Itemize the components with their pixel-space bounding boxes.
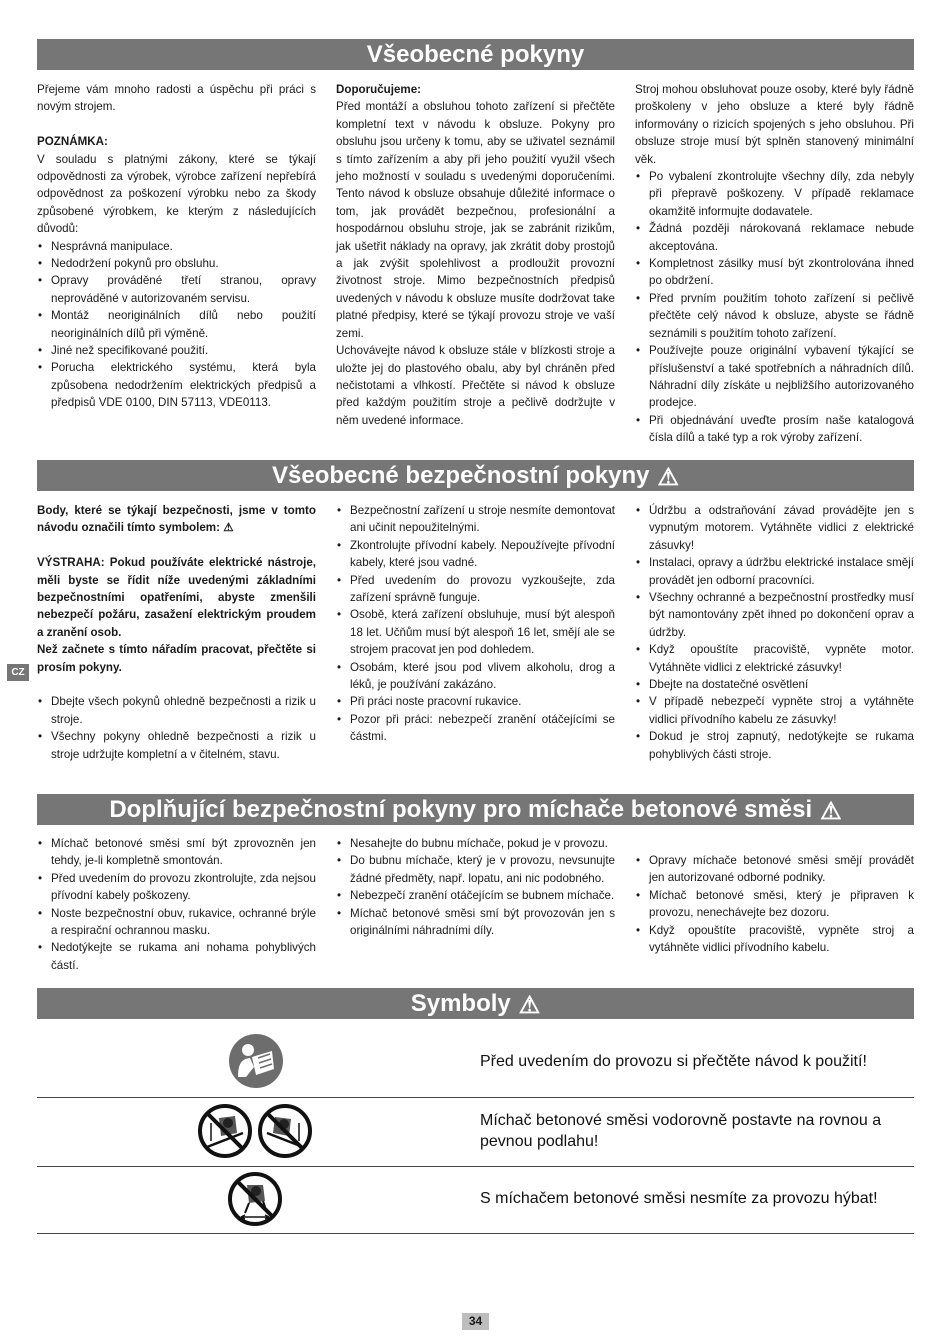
- list-item: • Všechny ochranné a bezpečnostní prostředky musí být namontovány zpět ihned po dokončení oprav a údržby.: [635, 589, 914, 641]
- recommend-heading: Doporučujeme:: [336, 83, 422, 96]
- list-item: • Před uvedením do provozu vyzkoušejte, zda zařízení správně funguje.: [336, 572, 615, 607]
- section-title-text: Doplňující bezpečnostní pokyny pro míchače betonové směsi: [109, 796, 813, 823]
- read-manual-icon: [228, 1033, 284, 1094]
- mixer-col1: [37, 835, 316, 974]
- list-item: • Nesprávná manipulace.: [37, 238, 316, 255]
- list-item: • Jiné než specifikované použití.: [37, 342, 316, 359]
- divider: [37, 1233, 914, 1234]
- language-tab: CZ: [7, 664, 29, 681]
- list-item: • Při objednávání uveďte prosím naše katalogová čísla dílů a také typ a rok výroby zařízení.: [635, 412, 914, 447]
- warning-icon: ⚠: [223, 521, 234, 535]
- list-item: • Osobě, která zařízení obsluhuje, musí být alespoň 18 let. Učňům musí být alespoň 16 let, smějí ale se strojem pracovat jen pod dohledem.: [336, 606, 615, 658]
- list-item: • Nedodržení pokynů pro obsluhu.: [37, 255, 316, 272]
- list-item: • Když opouštíte pracoviště, vypněte stroj a vytáhněte vidlici přívodního kabelu.: [635, 922, 914, 957]
- note-text: V souladu s platnými zákony, které se týkají odpovědnosti za výrobek, výrobce zařízení nepřebírá odpovědnost za poškození výrobku nebo za škody způsobené výrobkem, ke kterým z následujících důvodů:: [37, 152, 316, 236]
- general-list: [635, 168, 914, 447]
- general-col2: [336, 81, 615, 429]
- symbol-explanation-text: Body, které se týkají bezpečnosti, jsme v tomto návodu označili tímto symbolem:: [37, 504, 316, 535]
- section-title-text: Symboly: [410, 990, 511, 1017]
- symbol-explanation: [37, 502, 316, 537]
- symbol-text: Před uvedením do provozu si přečtěte návod k použití!: [480, 1053, 867, 1070]
- list-item: • Instalaci, opravy a údržbu elektrické instalace smějí provádět jen odborní pracovníci.: [635, 554, 914, 589]
- list-item: • Zkontrolujte přívodní kabely. Nepoužívejte přívodní kabely, které jsou vadné.: [336, 537, 615, 572]
- intro-text: Přejeme vám mnoho radosti a úspěchu při práci s novým strojem.: [37, 83, 316, 114]
- list-item: • Když opouštíte pracoviště, vypněte motor. Vytáhněte vidlici z elektrické zásuvky!: [635, 641, 914, 676]
- section-title-safety: [37, 460, 914, 491]
- mixer-col3: [635, 852, 914, 956]
- list-item: • Montáž neoriginálních dílů nebo použití neoriginálních dílů při výměně.: [37, 307, 316, 342]
- warning-icon: ⚠: [518, 992, 541, 1019]
- safety-col2: [336, 502, 615, 746]
- note-list: [37, 238, 316, 412]
- section-title-symbols: [37, 988, 914, 1019]
- divider: [37, 1097, 914, 1098]
- list-item: • Míchač betonové směsi, který je připraven k provozu, nenechávejte bez dozoru.: [635, 887, 914, 922]
- safety-col1: [37, 502, 316, 763]
- warning-text: VÝSTRAHA: Pokud používáte elektrické nástroje, měli byste se řídit níže uvedenými základními bezpečnostními opatřeními, abyste zmenšili nebezpečí požáru, zasažení elektrickým proudem a zranění osob.: [37, 556, 316, 639]
- divider: [37, 1166, 914, 1167]
- safety-list: [336, 502, 615, 746]
- list-item: • Porucha elektrického systému, která byla způsobena nedodržením elektrických předpisů a předpisů VDE 0100, DIN 57113, VDE0113.: [37, 359, 316, 411]
- list-item: • V případě nebezpečí vypněte stroj a vytáhněte vidlici přívodního kabelu ze zásuvky!: [635, 693, 914, 728]
- list-item: • Dbejte všech pokynů ohledně bezpečnosti a rizik u stroje.: [37, 693, 316, 728]
- general-col1: [37, 81, 316, 412]
- before-start-text: Než začnete s tímto nářadím pracovat, přečtěte si prosím pokyny.: [37, 643, 316, 674]
- list-item: • Žádná později nárokovaná reklamace nebude akceptována.: [635, 220, 914, 255]
- mixer-list: [37, 835, 316, 974]
- no-slope-icon: [257, 1103, 313, 1164]
- symbol-text: S míchačem betonové směsi nesmíte za provozu hýbat!: [480, 1190, 878, 1207]
- operator-text: Stroj mohou obsluhovat pouze osoby, které byly řádně proškoleny v jeho obsluze a které byly řádně informovány o rizicích spojených s jeho obsluhou. Při obsluze stroje musí být splněn stanovený minimální věk.: [635, 83, 914, 166]
- note-heading: POZNÁMKA:: [37, 135, 108, 149]
- list-item: • Bezpečnostní zařízení u stroje nesmíte demontovat ani učinit nepoužitelnými.: [336, 502, 615, 537]
- list-item: • Pozor při práci: nebezpečí zranění otáčejícími se částmi.: [336, 711, 615, 746]
- list-item: • Opravy míchače betonové směsi smějí provádět jen autorizované odborné podniky.: [635, 852, 914, 887]
- mixer-list: [635, 852, 914, 956]
- list-item: • Při práci noste pracovní rukavice.: [336, 693, 615, 710]
- no-moving-icon: [227, 1171, 283, 1232]
- page-number: 34: [462, 1313, 489, 1330]
- list-item: • Opravy prováděné třetí stranou, opravy neprováděné v autorizovaném servisu.: [37, 272, 316, 307]
- recommend-p2: Uchovávejte návod k obsluze stále v blízkosti stroje a uložte jej do plastového obalu, aby byl chráněn před nečistotami a vlhkostí. Přečtěte si návod k obsluze před každým použitím stroje a pečlivě dodržujte v něm uvedené informace.: [336, 344, 615, 427]
- list-item: • Noste bezpečnostní obuv, rukavice, ochranné brýle a respirační ochrannou masku.: [37, 905, 316, 940]
- section-title-text: Všeobecné pokyny: [366, 41, 585, 68]
- list-item: • Před uvedením do provozu zkontrolujte, zda nejsou přívodní kabely poškozeny.: [37, 870, 316, 905]
- list-item: • Po vybalení zkontrolujte všechny díly, zda nebyly při přepravě poškozeny. V případě reklamace okamžitě informujte dodavatele.: [635, 168, 914, 220]
- list-item: • Osobám, které jsou pod vlivem alkoholu, drog a léků, je používání zakázáno.: [336, 659, 615, 694]
- safety-col3: [635, 502, 914, 763]
- list-item: • Nebezpečí zranění otáčejícím se bubnem míchače.: [336, 887, 615, 904]
- list-item: • Dokud je stroj zapnutý, nedotýkejte se rukama pohyblivých části stroje.: [635, 728, 914, 763]
- list-item: • Do bubnu míchače, který je v provozu, nevsunujte žádné předměty, např. lopatu, ani nic podobného.: [336, 852, 615, 887]
- list-item: • Nesahejte do bubnu míchače, pokud je v provozu.: [336, 835, 615, 852]
- list-item: • Všechny pokyny ohledně bezpečnosti a rizik u stroje udržujte kompletní a v čitelném, stavu.: [37, 728, 316, 763]
- general-col3: [635, 81, 914, 447]
- symbol-text: Míchač betonové směsi vodorovně postavte na rovnou a pevnou podlahu!: [480, 1112, 882, 1150]
- list-item: • Před prvním použitím tohoto zařízení si pečlivě přečtěte celý návod k obsluze, abyste se řádně seznámili s použitím tohoto zařízení.: [635, 290, 914, 342]
- no-slope-icon: [197, 1103, 253, 1164]
- list-item: • Kompletnost zásilky musí být zkontrolována ihned po obdržení.: [635, 255, 914, 290]
- mixer-list: [336, 835, 615, 939]
- list-item: • Míchač betonové směsi smí být zprovozněn jen tehdy, je-li kompletně smontován.: [37, 835, 316, 870]
- section-title-general: [37, 39, 914, 70]
- section-title-text: Všeobecné bezpečnostní pokyny: [272, 462, 650, 489]
- recommend-p1: Před montáží a obsluhou tohoto zařízení si přečtěte kompletní text v návodu k obsluze. Pokyny pro obsluhu jsou určeny k tomu, aby se uživatel seznámil s tímto zařízením a aby při jeho použití využil všech jeho možností v souladu s uvedenými doporučeními. Tento návod k obsluze obsahuje důležité informace o tom, jak provádět bezpečnou, profesionální a hospodárnou obsluhu stroje, jak se zabránit rizikům, jak ušetřit náklady na opravy, jak zkrátit doby prostojů a jak zvýšit spolehlivost a prodloužit provozní životnost stroje. Mimo bezpečnostních předpisů uvedených v návodu k obsluze musíte dodržovat take platné předpisy, které se týkají provozu stroje ve vaší zemi.: [336, 100, 615, 340]
- warning-icon: ⚠: [820, 798, 842, 825]
- list-item: • Nedotýkejte se rukama ani nohama pohyblivých částí.: [37, 939, 316, 974]
- list-item: • Míchač betonové směsi smí být provozován jen s originálními náhradními díly.: [336, 905, 615, 940]
- safety-list: [635, 502, 914, 763]
- list-item: • Používejte pouze originální vybavení týkající se příslušenství a také spotřebních a náhradních dílů. Náhradní díly získáte u nejbližšího autorizovaného prodejce.: [635, 342, 914, 412]
- list-item: • Údržbu a odstraňování závad provádějte jen s vypnutým motorem. Vytáhněte vidlici z elektrické zásuvky!: [635, 502, 914, 554]
- mixer-col2: [336, 835, 615, 939]
- section-title-mixer: [37, 794, 914, 825]
- list-item: • Dbejte na dostatečné osvětlení: [635, 676, 914, 693]
- warning-icon: ⚠: [657, 464, 679, 491]
- safety-list: [37, 693, 316, 763]
